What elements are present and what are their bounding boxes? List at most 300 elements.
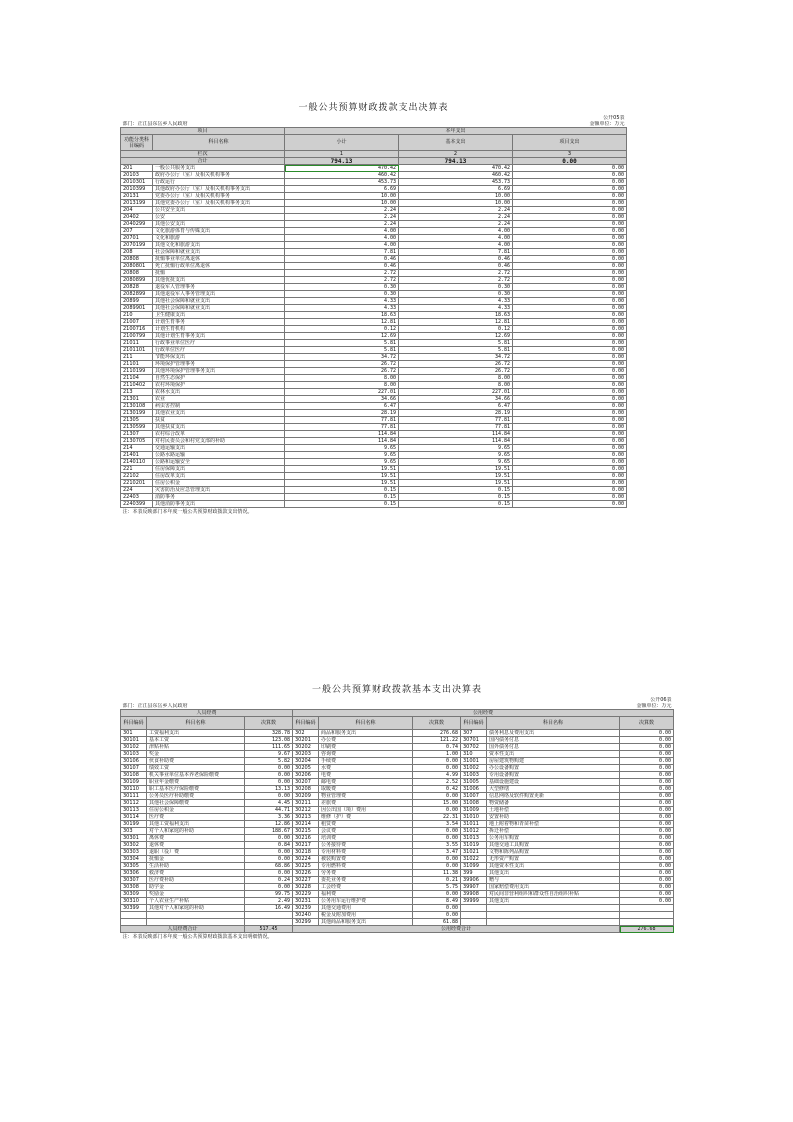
project-cell[interactable]: 0.00: [513, 242, 627, 249]
capital-code-cell[interactable]: 307: [461, 730, 487, 737]
personal-amount-cell[interactable]: 0.00: [245, 884, 293, 891]
subject-code[interactable]: 2101101: [121, 347, 153, 354]
subject-code[interactable]: 20808: [121, 270, 153, 277]
personal-code-cell[interactable]: 30308: [121, 884, 147, 891]
personal-amount-cell[interactable]: 99.75: [245, 891, 293, 898]
capital-amount-cell[interactable]: 0.00: [620, 751, 674, 758]
subtotal-cell[interactable]: 4.00: [285, 228, 399, 235]
capital-code-cell[interactable]: 31001: [461, 758, 487, 765]
subject-code[interactable]: 2013199: [121, 200, 153, 207]
goods-amount-cell[interactable]: 0.00: [413, 793, 461, 800]
capital-name-cell[interactable]: 物资储备: [487, 800, 620, 807]
basic-cell[interactable]: 4.33: [399, 298, 513, 305]
subject-code[interactable]: 2010301: [121, 179, 153, 186]
subject-code[interactable]: 201: [121, 165, 153, 172]
personal-name-cell[interactable]: 退休费: [147, 842, 245, 849]
goods-code-cell[interactable]: 30203: [293, 751, 319, 758]
subject-name[interactable]: 住房保障支出: [153, 466, 285, 473]
basic-cell[interactable]: 6.47: [399, 403, 513, 410]
capital-code-cell[interactable]: 39906: [461, 877, 487, 884]
capital-amount-cell[interactable]: 0.00: [620, 898, 674, 905]
capital-amount-cell[interactable]: 0.00: [620, 758, 674, 765]
subject-code[interactable]: 21301: [121, 396, 153, 403]
capital-amount-cell[interactable]: 0.00: [620, 786, 674, 793]
project-cell[interactable]: 0.00: [513, 368, 627, 375]
goods-name-cell[interactable]: 会议费: [319, 828, 413, 835]
subtotal-cell[interactable]: 28.19: [285, 410, 399, 417]
capital-amount-cell[interactable]: 0.00: [620, 849, 674, 856]
project-cell[interactable]: 0.00: [513, 396, 627, 403]
goods-name-cell[interactable]: 专用材料费: [319, 849, 413, 856]
capital-name-cell[interactable]: 地上附着物和青苗补偿: [487, 821, 620, 828]
personal-name-cell[interactable]: 工资福利支出: [147, 730, 245, 737]
personal-name-cell[interactable]: 医疗费: [147, 814, 245, 821]
basic-cell[interactable]: 6.69: [399, 186, 513, 193]
personal-name-cell[interactable]: 其他社会保障缴费: [147, 800, 245, 807]
subject-code[interactable]: 2080801: [121, 263, 153, 270]
capital-name-cell[interactable]: 对民间非营利组织和群众性自治组织补贴: [487, 891, 620, 898]
capital-amount-cell[interactable]: 0.00: [620, 737, 674, 744]
personal-amount-cell[interactable]: 12.86: [245, 821, 293, 828]
capital-name-cell[interactable]: [487, 919, 620, 926]
subtotal-cell[interactable]: 8.00: [285, 375, 399, 382]
goods-name-cell[interactable]: 租赁费: [319, 821, 413, 828]
subject-name[interactable]: 节能环保支出: [153, 354, 285, 361]
capital-amount-cell[interactable]: 0.00: [620, 863, 674, 870]
subtotal-cell[interactable]: 453.73: [285, 179, 399, 186]
goods-name-cell[interactable]: 商品和服务支出: [319, 730, 413, 737]
goods-name-cell[interactable]: 其他交通费用: [319, 905, 413, 912]
subject-name[interactable]: 其他环境保护管理事务支出: [153, 368, 285, 375]
personal-code-cell[interactable]: 30307: [121, 877, 147, 884]
capital-amount-cell[interactable]: 0.00: [620, 891, 674, 898]
goods-amount-cell[interactable]: 3.54: [413, 821, 461, 828]
capital-code-cell[interactable]: [461, 905, 487, 912]
project-cell[interactable]: 0.00: [513, 354, 627, 361]
goods-amount-cell[interactable]: 3.55: [413, 842, 461, 849]
personal-amount-cell[interactable]: 111.65: [245, 744, 293, 751]
personal-code-cell[interactable]: 30108: [121, 772, 147, 779]
subject-name[interactable]: 自然生态保护: [153, 375, 285, 382]
public-total[interactable]: 276.68: [620, 926, 674, 933]
capital-name-cell[interactable]: 信息网络及软件购置更新: [487, 793, 620, 800]
subtotal-cell[interactable]: 10.00: [285, 193, 399, 200]
project-cell[interactable]: 0.00: [513, 452, 627, 459]
project-cell[interactable]: 0.00: [513, 263, 627, 270]
subject-code[interactable]: 214: [121, 445, 153, 452]
basic-cell[interactable]: 0.15: [399, 494, 513, 501]
subject-code[interactable]: 21011: [121, 340, 153, 347]
basic-cell[interactable]: 26.72: [399, 368, 513, 375]
personal-name-cell[interactable]: 退职（役）费: [147, 849, 245, 856]
goods-amount-cell[interactable]: 0.74: [413, 744, 461, 751]
subtotal-cell[interactable]: 26.72: [285, 361, 399, 368]
subject-name[interactable]: 其他文化和旅游支出: [153, 242, 285, 249]
subject-name[interactable]: 其他优抚支出: [153, 277, 285, 284]
goods-code-cell[interactable]: 30226: [293, 870, 319, 877]
subtotal-cell[interactable]: 114.84: [285, 438, 399, 445]
basic-cell[interactable]: 12.69: [399, 333, 513, 340]
subject-code[interactable]: 2100716: [121, 326, 153, 333]
subject-name[interactable]: 消防事务: [153, 494, 285, 501]
project-cell[interactable]: 0.00: [513, 298, 627, 305]
personal-code-cell[interactable]: 30101: [121, 737, 147, 744]
basic-cell[interactable]: 114.84: [399, 438, 513, 445]
goods-name-cell[interactable]: 被装购置费: [319, 856, 413, 863]
personal-code-cell[interactable]: 30111: [121, 793, 147, 800]
subtotal-cell[interactable]: 34.66: [285, 396, 399, 403]
personal-amount-cell[interactable]: 2.49: [245, 898, 293, 905]
project-cell[interactable]: 0.00: [513, 291, 627, 298]
personal-code-cell[interactable]: 30106: [121, 758, 147, 765]
basic-cell[interactable]: 34.72: [399, 354, 513, 361]
goods-name-cell[interactable]: 公务接待费: [319, 842, 413, 849]
project-cell[interactable]: 0.00: [513, 438, 627, 445]
personal-code-cell[interactable]: 303: [121, 828, 147, 835]
goods-name-cell[interactable]: 邮电费: [319, 779, 413, 786]
project-cell[interactable]: 0.00: [513, 319, 627, 326]
basic-cell[interactable]: 19.51: [399, 466, 513, 473]
project-cell[interactable]: 0.00: [513, 389, 627, 396]
subject-code[interactable]: 2140110: [121, 459, 153, 466]
project-cell[interactable]: 0.00: [513, 228, 627, 235]
goods-name-cell[interactable]: 水费: [319, 765, 413, 772]
basic-cell[interactable]: 9.65: [399, 445, 513, 452]
capital-amount-cell[interactable]: 0.00: [620, 842, 674, 849]
personal-amount-cell[interactable]: 328.78: [245, 730, 293, 737]
basic-cell[interactable]: 2.24: [399, 221, 513, 228]
subject-name[interactable]: 行政运行: [153, 179, 285, 186]
capital-code-cell[interactable]: 31021: [461, 849, 487, 856]
goods-amount-cell[interactable]: 0.00: [413, 856, 461, 863]
capital-name-cell[interactable]: 其他支出: [487, 898, 620, 905]
capital-code-cell[interactable]: 31011: [461, 821, 487, 828]
subject-code[interactable]: 2210201: [121, 480, 153, 487]
subject-name[interactable]: 其他消防事务支出: [153, 501, 285, 508]
capital-name-cell[interactable]: 债务利息及费用支出: [487, 730, 620, 737]
subject-name[interactable]: 死亡抚恤行政单位离退休: [153, 263, 285, 270]
subtotal-cell[interactable]: 0.30: [285, 291, 399, 298]
personal-code-cell[interactable]: 30306: [121, 870, 147, 877]
goods-name-cell[interactable]: 福利费: [319, 891, 413, 898]
subject-code[interactable]: 20103: [121, 172, 153, 179]
subject-name[interactable]: 抚恤: [153, 270, 285, 277]
personal-amount-cell[interactable]: 9.67: [245, 751, 293, 758]
goods-code-cell[interactable]: 30207: [293, 779, 319, 786]
personal-name-cell[interactable]: 职工基本医疗保险缴费: [147, 786, 245, 793]
basic-cell[interactable]: 19.51: [399, 473, 513, 480]
basic-cell[interactable]: 4.00: [399, 242, 513, 249]
basic-cell[interactable]: 227.01: [399, 389, 513, 396]
capital-amount-cell[interactable]: 0.00: [620, 884, 674, 891]
subject-code[interactable]: 2240399: [121, 501, 153, 508]
project-cell[interactable]: 0.00: [513, 284, 627, 291]
subject-name[interactable]: 其他社会保障和就业支出: [153, 305, 285, 312]
basic-cell[interactable]: 114.84: [399, 431, 513, 438]
subject-name[interactable]: 其他扶贫支出: [153, 424, 285, 431]
basic-cell[interactable]: 4.33: [399, 305, 513, 312]
personal-amount-cell[interactable]: 5.82: [245, 758, 293, 765]
goods-amount-cell[interactable]: 0.00: [413, 912, 461, 919]
capital-amount-cell[interactable]: 0.00: [620, 772, 674, 779]
personal-name-cell[interactable]: 救济费: [147, 870, 245, 877]
personal-amount-cell[interactable]: 123.08: [245, 737, 293, 744]
goods-name-cell[interactable]: 印刷费: [319, 744, 413, 751]
subject-name[interactable]: 文化和旅游: [153, 235, 285, 242]
basic-cell[interactable]: 453.73: [399, 179, 513, 186]
subject-name[interactable]: 行政单位医疗: [153, 347, 285, 354]
project-cell[interactable]: 0.00: [513, 410, 627, 417]
personal-code-cell[interactable]: 30305: [121, 863, 147, 870]
capital-code-cell[interactable]: 31013: [461, 835, 487, 842]
personal-amount-cell[interactable]: 0.84: [245, 842, 293, 849]
capital-code-cell[interactable]: 30701: [461, 737, 487, 744]
personal-name-cell[interactable]: 职业年金缴费: [147, 779, 245, 786]
personal-name-cell[interactable]: 其他工资福利支出: [147, 821, 245, 828]
goods-code-cell[interactable]: 30299: [293, 919, 319, 926]
goods-amount-cell[interactable]: 3.47: [413, 849, 461, 856]
goods-name-cell[interactable]: 培训费: [319, 835, 413, 842]
subject-code[interactable]: 2130705: [121, 438, 153, 445]
personal-name-cell[interactable]: 离休费: [147, 835, 245, 842]
subtotal-cell[interactable]: 2.72: [285, 277, 399, 284]
subject-code[interactable]: 2100799: [121, 333, 153, 340]
personal-name-cell[interactable]: 奖金: [147, 751, 245, 758]
personal-name-cell[interactable]: 其他对个人和家庭的补助: [147, 905, 245, 912]
goods-name-cell[interactable]: 税金及附加费用: [319, 912, 413, 919]
capital-code-cell[interactable]: 31099: [461, 863, 487, 870]
subject-code[interactable]: 20808: [121, 256, 153, 263]
basic-cell[interactable]: 5.81: [399, 347, 513, 354]
subtotal-cell[interactable]: 0.46: [285, 263, 399, 270]
subject-code[interactable]: 21401: [121, 452, 153, 459]
personal-name-cell[interactable]: 抚恤金: [147, 856, 245, 863]
capital-name-cell[interactable]: 专用设备购置: [487, 772, 620, 779]
capital-code-cell[interactable]: [461, 919, 487, 926]
subtotal-cell[interactable]: 460.42: [285, 172, 399, 179]
subject-code[interactable]: 21305: [121, 417, 153, 424]
subject-name[interactable]: 退役军人管理事务: [153, 284, 285, 291]
personal-name-cell[interactable]: 生活补助: [147, 863, 245, 870]
project-cell[interactable]: 0.00: [513, 445, 627, 452]
subject-name[interactable]: 党委办公厅（室）及相关机构事务: [153, 193, 285, 200]
personal-code-cell[interactable]: 30301: [121, 835, 147, 842]
basic-cell[interactable]: 26.72: [399, 361, 513, 368]
subject-code[interactable]: 20828: [121, 284, 153, 291]
capital-name-cell[interactable]: 资本性支出: [487, 751, 620, 758]
capital-name-cell[interactable]: 公务用车购置: [487, 835, 620, 842]
goods-code-cell[interactable]: 30227: [293, 877, 319, 884]
subject-code[interactable]: 221: [121, 466, 153, 473]
capital-name-cell[interactable]: 办公设备购置: [487, 765, 620, 772]
project-cell[interactable]: 0.00: [513, 403, 627, 410]
goods-name-cell[interactable]: 办公费: [319, 737, 413, 744]
subject-name[interactable]: 农业: [153, 396, 285, 403]
project-cell[interactable]: 0.00: [513, 270, 627, 277]
subject-code[interactable]: 2089901: [121, 305, 153, 312]
capital-code-cell[interactable]: 31022: [461, 856, 487, 863]
subject-code[interactable]: 208: [121, 249, 153, 256]
basic-cell[interactable]: 0.15: [399, 501, 513, 508]
capital-name-cell[interactable]: 其他资本性支出: [487, 863, 620, 870]
capital-amount-cell[interactable]: [620, 912, 674, 919]
subtotal-cell[interactable]: 12.81: [285, 319, 399, 326]
project-cell[interactable]: 0.00: [513, 235, 627, 242]
goods-code-cell[interactable]: 30239: [293, 905, 319, 912]
personal-amount-cell[interactable]: 0.00: [245, 765, 293, 772]
subtotal-cell[interactable]: 5.81: [285, 347, 399, 354]
subject-code[interactable]: 20899: [121, 298, 153, 305]
basic-cell[interactable]: 0.30: [399, 291, 513, 298]
subtotal-cell[interactable]: 2.24: [285, 214, 399, 221]
basic-cell[interactable]: 4.00: [399, 228, 513, 235]
capital-name-cell[interactable]: 房屋建筑物购建: [487, 758, 620, 765]
personal-amount-cell[interactable]: 0.00: [245, 835, 293, 842]
capital-amount-cell[interactable]: [620, 919, 674, 926]
personal-name-cell[interactable]: 个人农业生产补贴: [147, 898, 245, 905]
basic-cell[interactable]: 4.00: [399, 235, 513, 242]
subject-name[interactable]: 环境保护管理事务: [153, 361, 285, 368]
goods-code-cell[interactable]: 30211: [293, 800, 319, 807]
subject-code[interactable]: 2080899: [121, 277, 153, 284]
subject-code[interactable]: 22403: [121, 494, 153, 501]
project-cell[interactable]: 0.00: [513, 186, 627, 193]
basic-cell[interactable]: 5.81: [399, 340, 513, 347]
goods-amount-cell[interactable]: 0.00: [413, 807, 461, 814]
personal-code-cell[interactable]: 301: [121, 730, 147, 737]
capital-name-cell[interactable]: 其他支出: [487, 870, 620, 877]
basic-cell[interactable]: 77.81: [399, 417, 513, 424]
project-cell[interactable]: 0.00: [513, 200, 627, 207]
capital-code-cell[interactable]: 39907: [461, 884, 487, 891]
subject-name[interactable]: 卫生健康支出: [153, 312, 285, 319]
subtotal-cell[interactable]: 2.72: [285, 270, 399, 277]
goods-amount-cell[interactable]: 22.31: [413, 814, 461, 821]
capital-name-cell[interactable]: 国家赔偿费用支出: [487, 884, 620, 891]
personal-code-cell[interactable]: 30107: [121, 765, 147, 772]
project-cell[interactable]: 0.00: [513, 473, 627, 480]
subject-name[interactable]: 行政事业单位医疗: [153, 340, 285, 347]
subject-code[interactable]: 21007: [121, 319, 153, 326]
goods-name-cell[interactable]: 维修（护）费: [319, 814, 413, 821]
capital-amount-cell[interactable]: 0.00: [620, 814, 674, 821]
personal-name-cell[interactable]: 基本工资: [147, 737, 245, 744]
basic-cell[interactable]: 460.42: [399, 172, 513, 179]
subtotal-cell[interactable]: 227.01: [285, 389, 399, 396]
basic-cell[interactable]: 2.72: [399, 277, 513, 284]
capital-code-cell[interactable]: 31006: [461, 786, 487, 793]
capital-code-cell[interactable]: 30702: [461, 744, 487, 751]
goods-amount-cell[interactable]: 0.00: [413, 828, 461, 835]
subject-name[interactable]: 病虫害控制: [153, 403, 285, 410]
basic-cell[interactable]: 34.66: [399, 396, 513, 403]
project-cell[interactable]: 0.00: [513, 424, 627, 431]
capital-amount-cell[interactable]: 0.00: [620, 856, 674, 863]
capital-name-cell[interactable]: [487, 912, 620, 919]
capital-code-cell[interactable]: 31003: [461, 772, 487, 779]
project-cell[interactable]: 0.00: [513, 305, 627, 312]
goods-name-cell[interactable]: 委托业务费: [319, 877, 413, 884]
subtotal-cell[interactable]: 19.51: [285, 466, 399, 473]
project-cell[interactable]: 0.00: [513, 361, 627, 368]
goods-amount-cell[interactable]: 0.00: [413, 765, 461, 772]
personal-name-cell[interactable]: [147, 912, 245, 919]
subject-code[interactable]: 2110199: [121, 368, 153, 375]
project-cell[interactable]: 0.00: [513, 333, 627, 340]
capital-code-cell[interactable]: 39908: [461, 891, 487, 898]
project-cell[interactable]: 0.00: [513, 431, 627, 438]
subtotal-cell[interactable]: 4.00: [285, 235, 399, 242]
capital-amount-cell[interactable]: 0.00: [620, 765, 674, 772]
goods-code-cell[interactable]: 30212: [293, 807, 319, 814]
subject-code[interactable]: 207: [121, 228, 153, 235]
goods-code-cell[interactable]: 30228: [293, 884, 319, 891]
basic-cell[interactable]: 10.00: [399, 200, 513, 207]
basic-cell[interactable]: 9.65: [399, 459, 513, 466]
subtotal-cell[interactable]: 0.46: [285, 256, 399, 263]
subject-code[interactable]: 20131: [121, 193, 153, 200]
capital-amount-cell[interactable]: [620, 905, 674, 912]
subtotal-cell[interactable]: 5.81: [285, 340, 399, 347]
goods-code-cell[interactable]: 30240: [293, 912, 319, 919]
capital-amount-cell[interactable]: 0.00: [620, 793, 674, 800]
subject-name[interactable]: 计划生育机构: [153, 326, 285, 333]
subject-code[interactable]: 2070199: [121, 242, 153, 249]
subject-code[interactable]: 2110402: [121, 382, 153, 389]
subtotal-cell[interactable]: 114.84: [285, 431, 399, 438]
personal-code-cell[interactable]: 30399: [121, 905, 147, 912]
capital-name-cell[interactable]: 无形资产购置: [487, 856, 620, 863]
capital-code-cell[interactable]: 31012: [461, 828, 487, 835]
subject-name[interactable]: 其他政府办公厅（室）及相关机构事务支出: [153, 186, 285, 193]
capital-amount-cell[interactable]: 0.00: [620, 730, 674, 737]
capital-name-cell[interactable]: 其他交通工具购置: [487, 842, 620, 849]
project-cell[interactable]: 0.00: [513, 347, 627, 354]
subtotal-cell[interactable]: 6.47: [285, 403, 399, 410]
capital-code-cell[interactable]: 31008: [461, 800, 487, 807]
subject-code[interactable]: 213: [121, 389, 153, 396]
personal-amount-cell[interactable]: 0.00: [245, 793, 293, 800]
basic-cell[interactable]: 10.00: [399, 193, 513, 200]
goods-name-cell[interactable]: 公务用车运行维护费: [319, 898, 413, 905]
subtotal-cell[interactable]: 77.81: [285, 424, 399, 431]
basic-cell[interactable]: 470.42: [399, 165, 513, 172]
subtotal-cell[interactable]: 34.72: [285, 354, 399, 361]
personal-code-cell[interactable]: 30302: [121, 842, 147, 849]
capital-name-cell[interactable]: 国外债务付息: [487, 744, 620, 751]
goods-code-cell[interactable]: 30216: [293, 835, 319, 842]
basic-cell[interactable]: 2.24: [399, 207, 513, 214]
capital-amount-cell[interactable]: 0.00: [620, 779, 674, 786]
basic-cell[interactable]: 2.72: [399, 270, 513, 277]
subject-code[interactable]: 21101: [121, 361, 153, 368]
subtotal-cell[interactable]: 0.12: [285, 326, 399, 333]
subtotal-cell[interactable]: 0.30: [285, 284, 399, 291]
capital-name-cell[interactable]: 安置补助: [487, 814, 620, 821]
personal-code-cell[interactable]: 30304: [121, 856, 147, 863]
basic-cell[interactable]: 28.19: [399, 410, 513, 417]
goods-amount-cell[interactable]: 0.21: [413, 877, 461, 884]
personal-amount-cell[interactable]: 16.49: [245, 905, 293, 912]
personal-amount-cell[interactable]: 13.13: [245, 786, 293, 793]
goods-amount-cell[interactable]: 5.75: [413, 884, 461, 891]
goods-code-cell[interactable]: 30204: [293, 758, 319, 765]
subject-name[interactable]: 计划生育事务: [153, 319, 285, 326]
subject-name[interactable]: 灾害防治及应急管理支出: [153, 487, 285, 494]
personal-code-cell[interactable]: 30112: [121, 800, 147, 807]
personal-amount-cell[interactable]: 0.24: [245, 877, 293, 884]
subtotal-cell[interactable]: 0.15: [285, 494, 399, 501]
